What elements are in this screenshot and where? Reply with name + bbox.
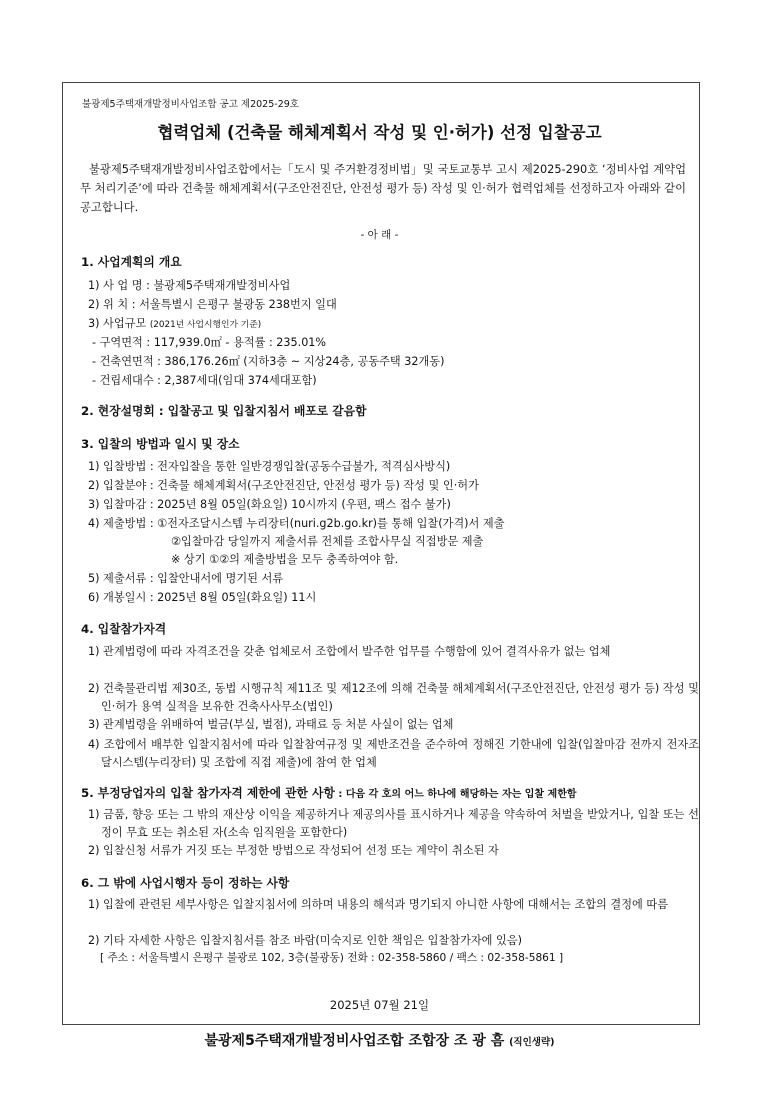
s5-heading-tail: : 다음 각 호의 어느 하나에 해당하는 자는 입찰 제한함 bbox=[334, 789, 577, 800]
s4-item-4: 4) 조합에서 배부한 입찰지침서에 따라 입찰참여규정 및 제반조건을 준수하여 정해진 기한내에 입찰(입찰마감 전까지 전자조달시스템(누리장터) 및 조합에 직접 제출)에 참여 한 업체 bbox=[88, 738, 699, 769]
s4-item-1: 1) 관계법령에 따라 자격조건을 갖춘 업체로서 조합에서 발주한 업무를 수행함에 있어 결격사유가 없는 업체 bbox=[88, 645, 611, 658]
section-1-heading: 1. 사업계획의 개요 bbox=[81, 255, 182, 269]
page-title: 협력업체 (건축물 해체계획서 작성 및 인·허가) 선정 입찰공고 bbox=[157, 123, 602, 142]
s5-heading-main: 5. 부정당업자의 입찰 참가자격 제한에 관한 사항 bbox=[81, 786, 335, 800]
seal-note: (직인생략) bbox=[509, 1037, 555, 1048]
signature-text: 불광제5주택재개발정비사업조합 조합장 조 광 흠 bbox=[204, 1033, 505, 1049]
intro-paragraph: 불광제5주택재개발정비사업조합에서는「도시 및 주거환경정비법」및 국토교통부 고시 제2025-290호 ‘정비사업 계약업무 처리기준’에 따라 건축물 해체계획서(구조안전진단, 안전성 평가 등) 작성 및 인·허가 협력업체를 선정하고자 아래와 같이 공고합니다. bbox=[80, 163, 686, 214]
contact-info: [ 주소 : 서울특별시 은평구 불광로 102, 3층(불광동) 전화 : 02-358-5860 / 팩스 : 02-358-5861 ] bbox=[100, 952, 564, 964]
s3-submission-note: ※ 상기 ①②의 제출방법을 모두 충족하여야 함. bbox=[171, 553, 399, 566]
s1-scale bbox=[88, 316, 261, 333]
section-5-heading bbox=[81, 786, 577, 802]
section-4-heading: 4. 입찰참가자격 bbox=[81, 622, 167, 636]
section-2-heading: 2. 현장설명회 : 입찰공고 및 입찰지침서 배포로 갈음함 bbox=[81, 404, 367, 418]
s3-submission-2: ②입찰마감 당일까지 제출서류 전체를 조합사무실 직접방문 제출 bbox=[171, 535, 484, 548]
section-6-heading: 6. 그 밖에 사업시행자 등이 정하는 사항 bbox=[81, 876, 290, 890]
s5-item-2: 2) 입찰신청 서류가 거짓 또는 부정한 방법으로 작성되어 선정 또는 계약이 취소된 자 bbox=[88, 844, 499, 857]
s3-documents: 5) 제출서류 : 입찰안내서에 명기된 서류 bbox=[88, 572, 284, 585]
notice-date: 2025년 07월 21일 bbox=[329, 998, 430, 1012]
s1-scale-label: 3) 사업규모 bbox=[88, 317, 147, 330]
notice-number: 불광제5주택재개발정비사업조합 공고 제2025-29호 bbox=[82, 99, 299, 110]
s1-area: - 구역면적 : 117,939.0㎡ - 용적률 : 235.01% bbox=[92, 336, 327, 349]
s1-location: 2) 위 치 : 서울특별시 은평구 불광동 238번지 일대 bbox=[88, 298, 337, 311]
s3-submission-1: 4) 제출방법 : ①전자조달시스템 누리장터(nuri.g2b.go.kr)를 통해 입찰(가격)서 제출 bbox=[88, 517, 505, 530]
s3-opening: 6) 개봉일시 : 2025년 8월 05일(화요일) 11시 bbox=[88, 591, 317, 604]
s1-project-name: 1) 사 업 명 : 불광제5주택재개발정비사업 bbox=[88, 279, 291, 292]
s1-scale-note: (2021년 사업시행인가 기준) bbox=[149, 320, 262, 330]
signature-line bbox=[0, 1030, 759, 1054]
s5-item-1: 1) 금품, 향응 또는 그 밖의 재산상 이익을 제공하거나 제공의사를 표시하거나 제공을 약속하여 처벌을 받았거나, 입찰 또는 선정이 무효 또는 취소된 자(소속 임직원을 포함한다) bbox=[88, 808, 699, 839]
section-divider-label: - 아 래 - bbox=[360, 229, 399, 241]
s6-item-1: 1) 입찰에 관련된 세부사항은 입찰지침서에 의하며 내용의 해석과 명기되지 아니한 사항에 대해서는 조합의 결정에 따름 bbox=[88, 898, 669, 911]
s4-item-2: 2) 건축물관리법 제30조, 동법 시행규칙 제11조 및 제12조에 의해 건축물 해체계획서(구조안전진단, 안전성 평가 등) 작성 및 인·허가 용역 실적을 보유한 건축사사무소(법인) bbox=[88, 682, 699, 713]
s4-item-3: 3) 관계법령을 위배하여 벌금(부실, 벌점), 과태료 등 처분 사실이 없는 업체 bbox=[88, 718, 454, 731]
s3-deadline: 3) 입찰마감 : 2025년 8월 05일(화요일) 10시까지 (우편, 팩스 접수 불가) bbox=[88, 498, 451, 511]
s3-method: 1) 입찰방법 : 전자입찰을 통한 일반경쟁입찰(공동수급불가, 적격심사방식) bbox=[88, 460, 451, 473]
s6-item-2: 2) 기타 자세한 사항은 입찰지침서를 참조 바람(미숙지로 인한 책임은 입찰참가자에 있음) bbox=[88, 934, 523, 947]
s1-households: - 건립세대수 : 2,387세대(임대 374세대포함) bbox=[92, 374, 317, 387]
s3-field: 2) 입찰분야 : 건축물 해체계획서(구조안전진단, 안전성 평가 등) 작성 및 인·허가 bbox=[88, 479, 479, 492]
s1-floor-area: - 건축연면적 : 386,176.26㎡ (지하3층 ~ 지상24층, 공동주택 32개동) bbox=[92, 355, 445, 368]
section-3-heading: 3. 입찰의 방법과 일시 및 장소 bbox=[81, 437, 240, 451]
